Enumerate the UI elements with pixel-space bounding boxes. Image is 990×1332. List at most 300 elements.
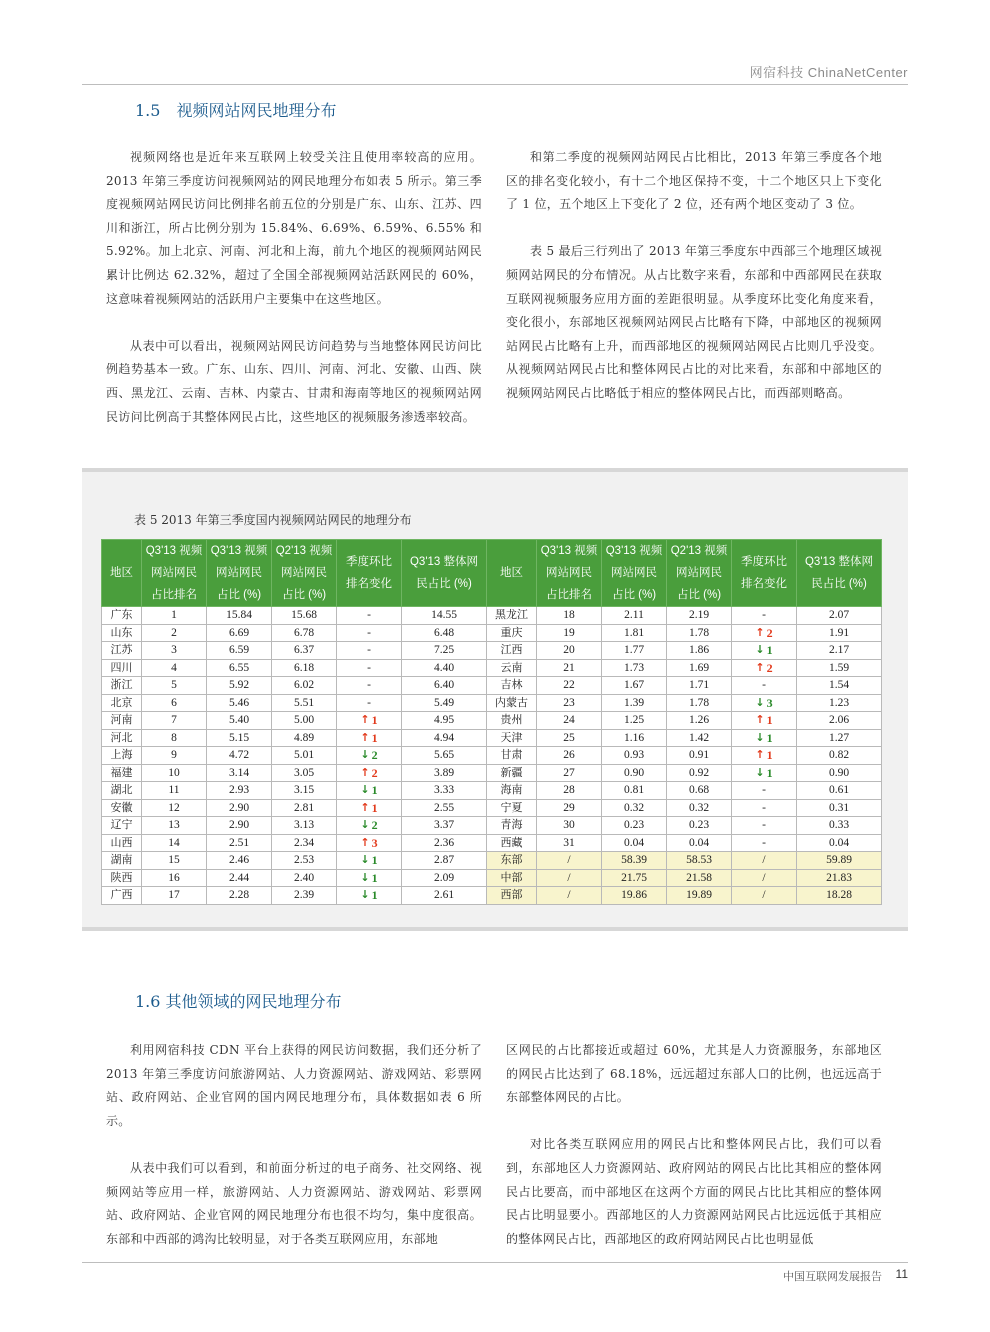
cell-q2: 6.02 bbox=[272, 677, 337, 695]
region-name: 黑龙江 bbox=[487, 607, 537, 625]
cell-q2: 1.69 bbox=[667, 659, 732, 677]
paragraph: 表 5 最后三行列出了 2013 年第三季度东中西部三个地理区域视频网站网民的分布情况。从占比数字来看，东部和中西部网民在获取互联网视频服务应用方面的差距很明显。从季度环比变化角度来看，变化很小，东部地区视频网站网民占比略有下降，中部地区的视频网站网民占比略有上升，而西部地区的视频网站网民占比则几乎没变。从视频网站网民占比和整体网民占比的对比来看，东部和中部地区的视频网站网民占比略低于相应的整体网民占比，而西部则略高。 bbox=[506, 244, 882, 400]
cell-chg: - bbox=[732, 817, 797, 835]
cell-rank: 19 bbox=[537, 624, 602, 642]
section-1-5-right-column bbox=[506, 146, 882, 406]
cell-overall: 2.07 bbox=[797, 607, 882, 625]
cell-overall: 2.55 bbox=[402, 799, 487, 817]
region-name: 天津 bbox=[487, 729, 537, 747]
cell-chg bbox=[732, 694, 797, 712]
cell-chg bbox=[337, 729, 402, 747]
cell-chg: - bbox=[337, 694, 402, 712]
cell-q3: 2.46 bbox=[207, 852, 272, 870]
cell-rank: 29 bbox=[537, 799, 602, 817]
cell-q3: 4.72 bbox=[207, 747, 272, 765]
section-1-5-left-column bbox=[106, 146, 482, 429]
cell-overall: 5.49 bbox=[402, 694, 487, 712]
region-name: 吉林 bbox=[487, 677, 537, 695]
cell-q3: 6.55 bbox=[207, 659, 272, 677]
rank-down-indicator bbox=[360, 747, 377, 764]
paragraph: 对比各类互联网应用的网民占比和整体网民占比，我们可以看到，东部地区人力资源网站、政府网站的网民占比比其相应的整体网民占比要高，而中部地区在这两个方面的网民占比比其相应的整体网民占比明显要小。西部地区的人力资源网站网民占比远远低于其相应的整体网民占比，西部地区的政府网站网民占比也明显低 bbox=[506, 1137, 882, 1246]
cell-q2: 2.39 bbox=[272, 887, 337, 905]
cell-rank: 31 bbox=[537, 834, 602, 852]
cell-q2: 0.23 bbox=[667, 817, 732, 835]
region-name: 西部 bbox=[487, 887, 537, 905]
cell-q2: 0.91 bbox=[667, 747, 732, 765]
cell-q3: 2.44 bbox=[207, 869, 272, 887]
section-1-6-left-column bbox=[106, 1039, 482, 1251]
region-name: 西藏 bbox=[487, 834, 537, 852]
paragraph: 从表中可以看出，视频网站网民访问趋势与当地整体网民访问比例趋势基本一致。广东、山东、四川、河南、河北、安徽、山西、陕西、黑龙江、云南、吉林、内蒙古、甘肃和海南等地区的视频网站网民访问比例高于其整体网民占比，这些地区的视频服务渗透率较高。 bbox=[106, 338, 482, 424]
arrow-down-icon: ↓ bbox=[360, 818, 370, 831]
rank-change-value: 1 bbox=[766, 748, 773, 762]
cell-q3: 5.46 bbox=[207, 694, 272, 712]
cell-q2: 6.37 bbox=[272, 642, 337, 660]
cell-rank: 11 bbox=[142, 782, 207, 800]
cell-rank: 23 bbox=[537, 694, 602, 712]
cell-q2: 2.19 bbox=[667, 607, 732, 625]
region-name: 山西 bbox=[102, 834, 142, 852]
cell-chg: - bbox=[732, 799, 797, 817]
cell-rank: / bbox=[537, 887, 602, 905]
rank-up-indicator bbox=[755, 712, 772, 729]
cell-overall: 59.89 bbox=[797, 852, 882, 870]
rank-change-value: 1 bbox=[371, 870, 378, 885]
cell-q2: 1.78 bbox=[667, 694, 732, 712]
cell-chg bbox=[337, 782, 402, 800]
cell-chg bbox=[337, 834, 402, 852]
arrow-down-icon: ↓ bbox=[755, 765, 765, 779]
cell-overall: 0.33 bbox=[797, 817, 882, 835]
cell-overall: 2.36 bbox=[402, 834, 487, 852]
cell-rank: 25 bbox=[537, 729, 602, 747]
cell-chg: / bbox=[732, 852, 797, 870]
cell-q2: 0.04 bbox=[667, 834, 732, 852]
cell-chg: - bbox=[732, 782, 797, 800]
cell-chg: - bbox=[732, 834, 797, 852]
cell-q2: 5.00 bbox=[272, 712, 337, 730]
cell-chg bbox=[732, 764, 797, 782]
cell-q2: 1.86 bbox=[667, 642, 732, 660]
cell-rank: 4 bbox=[142, 659, 207, 677]
cell-rank: 21 bbox=[537, 659, 602, 677]
cell-overall: 1.59 bbox=[797, 659, 882, 677]
rank-up-indicator bbox=[360, 730, 377, 747]
rank-down-indicator bbox=[360, 782, 377, 799]
cell-overall: 6.48 bbox=[402, 624, 487, 642]
table-row bbox=[102, 834, 882, 852]
rank-change-value: 2 bbox=[371, 765, 378, 780]
arrow-down-icon: ↓ bbox=[360, 748, 370, 761]
rank-change-value: 1 bbox=[766, 713, 773, 727]
cell-rank: 27 bbox=[537, 764, 602, 782]
region-name: 甘肃 bbox=[487, 747, 537, 765]
cell-q2: 2.40 bbox=[272, 869, 337, 887]
cell-overall: 2.06 bbox=[797, 712, 882, 730]
arrow-up-icon: ↑ bbox=[360, 765, 370, 779]
cell-rank: 3 bbox=[142, 642, 207, 660]
rank-up-indicator bbox=[360, 712, 377, 729]
rank-change-value: 1 bbox=[371, 853, 378, 867]
cell-q3: 6.59 bbox=[207, 642, 272, 660]
rank-down-indicator bbox=[755, 695, 772, 712]
arrow-up-icon: ↑ bbox=[360, 713, 370, 726]
cell-overall: 1.27 bbox=[797, 729, 882, 747]
region-name: 湖南 bbox=[102, 852, 142, 870]
table-5 bbox=[101, 539, 882, 905]
cell-rank: 5 bbox=[142, 677, 207, 695]
cell-overall: 3.33 bbox=[402, 782, 487, 800]
footer-rule bbox=[82, 1262, 908, 1263]
cell-q2: 5.01 bbox=[272, 747, 337, 765]
cell-overall: 2.17 bbox=[797, 642, 882, 660]
cell-rank: 9 bbox=[142, 747, 207, 765]
cell-q3: 2.28 bbox=[207, 887, 272, 905]
cell-rank: 6 bbox=[142, 694, 207, 712]
table-5-body bbox=[102, 607, 882, 905]
rank-up-indicator bbox=[360, 765, 377, 782]
paragraph: 利用网宿科技 CDN 平台上获得的网民访问数据，我们还分析了 2013 年第三季度访问旅游网站、人力资源网站、游戏网站、彩票网站、政府网站、企业官网的国内网民地理分布，具体数据如表 6 所示。 bbox=[106, 1043, 482, 1128]
rank-change-value: 3 bbox=[766, 695, 773, 710]
cell-overall: 0.82 bbox=[797, 747, 882, 765]
cell-q3: 0.32 bbox=[602, 799, 667, 817]
cell-rank: 7 bbox=[142, 712, 207, 730]
arrow-up-icon: ↑ bbox=[360, 800, 370, 814]
col-header-region: 地区 bbox=[487, 540, 537, 607]
cell-rank: 22 bbox=[537, 677, 602, 695]
cell-q3: 2.11 bbox=[602, 607, 667, 625]
cell-overall: 6.40 bbox=[402, 677, 487, 695]
rank-up-indicator bbox=[360, 835, 377, 852]
region-name: 山东 bbox=[102, 624, 142, 642]
cell-q3: 5.15 bbox=[207, 729, 272, 747]
cell-q3: 1.16 bbox=[602, 729, 667, 747]
cell-overall: 14.55 bbox=[402, 607, 487, 625]
region-name: 宁夏 bbox=[487, 799, 537, 817]
arrow-down-icon: ↓ bbox=[360, 870, 370, 884]
cell-q3: 0.81 bbox=[602, 782, 667, 800]
cell-q2: 19.89 bbox=[667, 887, 732, 905]
cell-chg bbox=[337, 799, 402, 817]
cell-rank: 8 bbox=[142, 729, 207, 747]
cell-q2: 2.34 bbox=[272, 834, 337, 852]
rank-down-indicator bbox=[360, 852, 377, 869]
page-number: 11 bbox=[895, 1267, 908, 1281]
cell-q2: 21.58 bbox=[667, 869, 732, 887]
cell-chg bbox=[732, 729, 797, 747]
rank-down-indicator bbox=[360, 870, 377, 887]
cell-chg: / bbox=[732, 869, 797, 887]
cell-chg: - bbox=[337, 642, 402, 660]
cell-chg: - bbox=[732, 677, 797, 695]
cell-chg bbox=[732, 642, 797, 660]
table-row bbox=[102, 642, 882, 660]
rank-down-indicator bbox=[360, 817, 377, 834]
cell-rank: / bbox=[537, 869, 602, 887]
cell-q2: 0.32 bbox=[667, 799, 732, 817]
cell-overall: 0.61 bbox=[797, 782, 882, 800]
cell-chg: - bbox=[337, 677, 402, 695]
cell-q2: 1.26 bbox=[667, 712, 732, 730]
arrow-down-icon: ↓ bbox=[755, 695, 765, 709]
cell-overall: 3.37 bbox=[402, 817, 487, 835]
region-name: 辽宁 bbox=[102, 817, 142, 835]
cell-rank: 12 bbox=[142, 799, 207, 817]
cell-overall: 4.95 bbox=[402, 712, 487, 730]
table-row bbox=[102, 887, 882, 905]
cell-chg bbox=[337, 764, 402, 782]
region-name: 四川 bbox=[102, 659, 142, 677]
cell-rank: 2 bbox=[142, 624, 207, 642]
arrow-down-icon: ↓ bbox=[755, 730, 765, 744]
cell-overall: 0.04 bbox=[797, 834, 882, 852]
table-row bbox=[102, 677, 882, 695]
cell-q2: 2.81 bbox=[272, 799, 337, 817]
cell-rank: 15 bbox=[142, 852, 207, 870]
cell-overall: 3.89 bbox=[402, 764, 487, 782]
cell-overall: 0.31 bbox=[797, 799, 882, 817]
region-name: 北京 bbox=[102, 694, 142, 712]
region-name: 湖北 bbox=[102, 782, 142, 800]
header-brand: 网宿科技 ChinaNetCenter bbox=[749, 65, 908, 80]
cell-overall: 7.25 bbox=[402, 642, 487, 660]
region-name: 云南 bbox=[487, 659, 537, 677]
cell-q3: 1.39 bbox=[602, 694, 667, 712]
cell-q3: 0.23 bbox=[602, 817, 667, 835]
rank-change-value: 1 bbox=[766, 730, 773, 745]
cell-rank: 24 bbox=[537, 712, 602, 730]
region-name: 浙江 bbox=[102, 677, 142, 695]
cell-q3: 3.14 bbox=[207, 764, 272, 782]
rank-change-value: 3 bbox=[371, 835, 378, 850]
cell-rank: 17 bbox=[142, 887, 207, 905]
cell-chg bbox=[337, 712, 402, 730]
cell-q3: 5.40 bbox=[207, 712, 272, 730]
arrow-up-icon: ↑ bbox=[360, 730, 370, 744]
cell-overall: 5.65 bbox=[402, 747, 487, 765]
region-name: 中部 bbox=[487, 869, 537, 887]
cell-chg: - bbox=[732, 607, 797, 625]
cell-rank: 14 bbox=[142, 834, 207, 852]
region-name: 内蒙古 bbox=[487, 694, 537, 712]
cell-q2: 3.15 bbox=[272, 782, 337, 800]
rank-change-value: 2 bbox=[766, 660, 773, 675]
table-row bbox=[102, 817, 882, 835]
cell-q3: 1.81 bbox=[602, 624, 667, 642]
table-row bbox=[102, 869, 882, 887]
cell-q3: 6.69 bbox=[207, 624, 272, 642]
cell-chg: - bbox=[337, 607, 402, 625]
arrow-down-icon: ↓ bbox=[360, 888, 370, 901]
cell-q3: 2.90 bbox=[207, 817, 272, 835]
col-header-rank-change: 季度环比 排名变化 bbox=[337, 540, 402, 607]
table-5-caption: 表 5 2013 年第三季度国内视频网站网民的地理分布 bbox=[134, 513, 412, 527]
table-row bbox=[102, 624, 882, 642]
cell-rank: 28 bbox=[537, 782, 602, 800]
arrow-up-icon: ↑ bbox=[360, 835, 370, 849]
table-row bbox=[102, 764, 882, 782]
region-name: 河北 bbox=[102, 729, 142, 747]
region-name: 重庆 bbox=[487, 624, 537, 642]
cell-rank: 20 bbox=[537, 642, 602, 660]
cell-overall: 4.40 bbox=[402, 659, 487, 677]
cell-overall: 1.91 bbox=[797, 624, 882, 642]
region-name: 陕西 bbox=[102, 869, 142, 887]
cell-overall: 21.83 bbox=[797, 869, 882, 887]
table-header-row bbox=[102, 540, 882, 607]
cell-rank: 30 bbox=[537, 817, 602, 835]
cell-q3: 0.93 bbox=[602, 747, 667, 765]
cell-q3: 1.25 bbox=[602, 712, 667, 730]
col-header-rank-change: 季度环比 排名变化 bbox=[732, 540, 797, 607]
table-row bbox=[102, 659, 882, 677]
cell-rank: / bbox=[537, 852, 602, 870]
arrow-up-icon: ↑ bbox=[755, 713, 765, 726]
arrow-down-icon: ↓ bbox=[360, 853, 370, 866]
cell-q3: 58.39 bbox=[602, 852, 667, 870]
rank-change-value: 1 bbox=[371, 730, 378, 745]
cell-chg bbox=[732, 659, 797, 677]
cell-q2: 1.42 bbox=[667, 729, 732, 747]
region-name: 江西 bbox=[487, 642, 537, 660]
region-name: 福建 bbox=[102, 764, 142, 782]
region-name: 河南 bbox=[102, 712, 142, 730]
table-row bbox=[102, 712, 882, 730]
cell-q2: 3.13 bbox=[272, 817, 337, 835]
cell-chg bbox=[337, 869, 402, 887]
cell-rank: 18 bbox=[537, 607, 602, 625]
table-row bbox=[102, 607, 882, 625]
cell-q2: 2.53 bbox=[272, 852, 337, 870]
region-name: 安徽 bbox=[102, 799, 142, 817]
rank-down-indicator bbox=[755, 730, 772, 747]
cell-chg bbox=[732, 624, 797, 642]
arrow-up-icon: ↑ bbox=[755, 625, 765, 639]
arrow-down-icon: ↓ bbox=[755, 643, 765, 656]
arrow-down-icon: ↓ bbox=[360, 783, 370, 796]
cell-q2: 0.68 bbox=[667, 782, 732, 800]
cell-q2: 1.78 bbox=[667, 624, 732, 642]
region-name: 上海 bbox=[102, 747, 142, 765]
cell-chg bbox=[732, 747, 797, 765]
col-header-region: 地区 bbox=[102, 540, 142, 607]
region-name: 广西 bbox=[102, 887, 142, 905]
cell-overall: 1.54 bbox=[797, 677, 882, 695]
paragraph: 视频网络也是近年来互联网上较受关注且使用率较高的应用。2013 年第三季度访问视频网站的网民地理分布如表 5 所示。第三季度视频网站网民访问比例排名前五位的分别是广东、山东、江苏、四川和浙江，所占比例分别为 15.84%、6.69%、6.59%、6.55% 和 5.92%。加上北京、河南、河北和上海，前九个地区的视频网站网民累计比例达 62.32%，超过了全国全部视频网站活跃网民的 60%，这意味着视频网站的活跃用户主要集中在这些地区。 bbox=[106, 150, 482, 306]
cell-overall: 2.87 bbox=[402, 852, 487, 870]
table-row bbox=[102, 729, 882, 747]
rank-change-value: 1 bbox=[371, 800, 378, 815]
col-header-overall-share: Q3'13 整体网 民占比 (%) bbox=[797, 540, 882, 607]
table-row bbox=[102, 747, 882, 765]
cell-q2: 6.18 bbox=[272, 659, 337, 677]
cell-chg bbox=[337, 747, 402, 765]
cell-q3: 5.92 bbox=[207, 677, 272, 695]
region-name: 青海 bbox=[487, 817, 537, 835]
cell-q2: 1.71 bbox=[667, 677, 732, 695]
cell-q3: 1.67 bbox=[602, 677, 667, 695]
cell-q2: 58.53 bbox=[667, 852, 732, 870]
region-name: 贵州 bbox=[487, 712, 537, 730]
cell-rank: 13 bbox=[142, 817, 207, 835]
rank-up-indicator bbox=[755, 625, 772, 642]
cell-chg bbox=[337, 887, 402, 905]
rank-change-value: 1 bbox=[766, 765, 773, 780]
cell-q3: 1.73 bbox=[602, 659, 667, 677]
cell-q3: 19.86 bbox=[602, 887, 667, 905]
section-1-6-right-column bbox=[506, 1039, 882, 1251]
cell-q3: 1.77 bbox=[602, 642, 667, 660]
col-header-q3-share: Q3'13 视频 网站网民 占比 (%) bbox=[207, 540, 272, 607]
cell-q2: 15.68 bbox=[272, 607, 337, 625]
table-row bbox=[102, 782, 882, 800]
cell-overall: 0.90 bbox=[797, 764, 882, 782]
cell-chg bbox=[337, 852, 402, 870]
rank-up-indicator bbox=[360, 800, 377, 817]
rank-change-value: 1 bbox=[766, 643, 773, 657]
paragraph: 区网民的占比都接近或超过 60%，尤其是人力资源服务，东部地区的网民占比达到了 68.18%，远远超过东部人口的比例，也远远高于东部整体网民的占比。 bbox=[506, 1043, 882, 1105]
arrow-up-icon: ↑ bbox=[755, 748, 765, 761]
rank-up-indicator bbox=[755, 660, 772, 677]
region-name: 广东 bbox=[102, 607, 142, 625]
col-header-q3-share: Q3'13 视频 网站网民 占比 (%) bbox=[602, 540, 667, 607]
rank-change-value: 1 bbox=[371, 888, 378, 902]
section-1-6-title: 1.6 其他领域的网民地理分布 bbox=[135, 992, 342, 1011]
rank-change-value: 1 bbox=[371, 713, 378, 727]
rank-change-value: 2 bbox=[766, 625, 773, 640]
cell-chg bbox=[337, 817, 402, 835]
section-1-5-title: 1.5 视频网站网民地理分布 bbox=[135, 101, 337, 120]
cell-overall: 18.28 bbox=[797, 887, 882, 905]
cell-rank: 10 bbox=[142, 764, 207, 782]
cell-chg: - bbox=[337, 624, 402, 642]
rank-change-value: 1 bbox=[371, 783, 378, 797]
table-row bbox=[102, 799, 882, 817]
col-header-rank: Q3'13 视频 网站网民 占比排名 bbox=[537, 540, 602, 607]
region-name: 东部 bbox=[487, 852, 537, 870]
cell-overall: 2.61 bbox=[402, 887, 487, 905]
cell-overall: 2.09 bbox=[402, 869, 487, 887]
footer-title: 中国互联网发展报告 bbox=[783, 1270, 882, 1283]
cell-q3: 21.75 bbox=[602, 869, 667, 887]
cell-chg: / bbox=[732, 887, 797, 905]
rank-up-indicator bbox=[755, 747, 772, 764]
paragraph: 从表中我们可以看到，和前面分析过的电子商务、社交网络、视频网站等应用一样，旅游网站、人力资源网站、游戏网站、彩票网站、政府网站、企业官网的网民地理分布也很不均匀，集中度很高。东部和中西部的鸿沟比较明显，对于各类互联网应用，东部地 bbox=[106, 1160, 482, 1246]
cell-rank: 1 bbox=[142, 607, 207, 625]
cell-q3: 15.84 bbox=[207, 607, 272, 625]
cell-q3: 0.04 bbox=[602, 834, 667, 852]
cell-q2: 0.92 bbox=[667, 764, 732, 782]
cell-q3: 0.90 bbox=[602, 764, 667, 782]
table-row bbox=[102, 694, 882, 712]
col-header-rank: Q3'13 视频 网站网民 占比排名 bbox=[142, 540, 207, 607]
paragraph: 和第二季度的视频网站网民占比相比，2013 年第三季度各个地区的排名变化较小，有十二个地区保持不变，十二个地区只上下变化了 1 位，五个地区上下变化了 2 位，还有两个地区变动了 3 位。 bbox=[506, 150, 882, 212]
cell-overall: 4.94 bbox=[402, 729, 487, 747]
table-row bbox=[102, 852, 882, 870]
region-name: 海南 bbox=[487, 782, 537, 800]
cell-q2: 3.05 bbox=[272, 764, 337, 782]
cell-q2: 4.89 bbox=[272, 729, 337, 747]
rank-down-indicator bbox=[360, 887, 377, 904]
cell-q3: 2.93 bbox=[207, 782, 272, 800]
rank-down-indicator bbox=[755, 642, 772, 659]
col-header-overall-share: Q3'13 整体网 民占比 (%) bbox=[402, 540, 487, 607]
rank-change-value: 2 bbox=[371, 818, 378, 832]
header-rule bbox=[82, 84, 908, 85]
cell-q3: 2.51 bbox=[207, 834, 272, 852]
cell-overall: 1.23 bbox=[797, 694, 882, 712]
rank-change-value: 2 bbox=[371, 748, 378, 762]
